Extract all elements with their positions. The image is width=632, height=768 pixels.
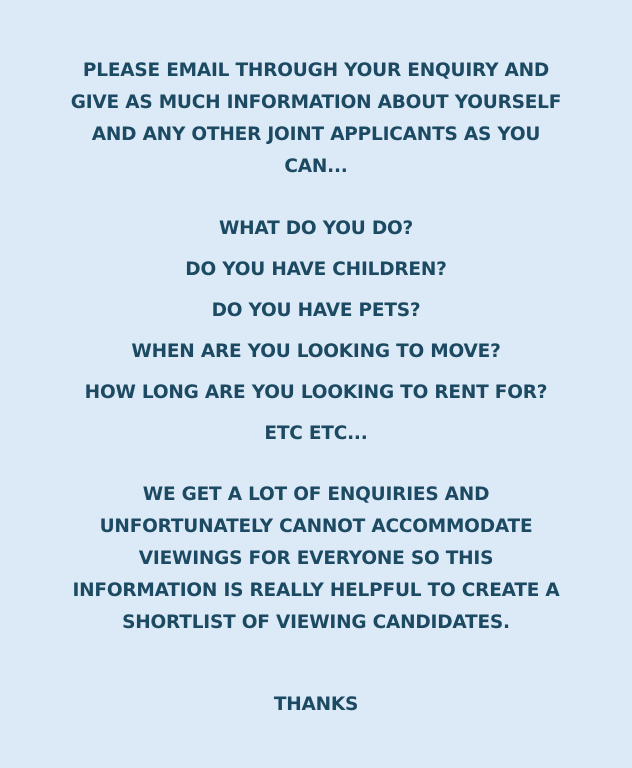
closing-paragraph xyxy=(46,479,586,639)
question-item: DO YOU HAVE CHILDREN? xyxy=(185,259,447,280)
intro-line: AND ANY OTHER JOINT APPLICANTS AS YOU xyxy=(91,124,541,145)
intro-line: GIVE AS MUCH INFORMATION ABOUT YOURSELF xyxy=(70,92,562,113)
closing-line: SHORTLIST OF VIEWING CANDIDATES. xyxy=(122,612,510,633)
question-item: WHAT DO YOU DO? xyxy=(218,218,414,239)
question-item: WHEN ARE YOU LOOKING TO MOVE? xyxy=(131,341,501,362)
intro-line: CAN... xyxy=(284,156,348,177)
intro-paragraph xyxy=(46,55,586,183)
intro-line: PLEASE EMAIL THROUGH YOUR ENQUIRY AND xyxy=(82,60,550,81)
closing-line: VIEWINGS FOR EVERYONE SO THIS xyxy=(138,548,494,569)
question-item: ETC ETC... xyxy=(264,423,368,444)
signoff-text: THANKS xyxy=(273,694,359,715)
question-list xyxy=(46,208,586,454)
closing-line: UNFORTUNATELY CANNOT ACCOMMODATE xyxy=(99,516,533,537)
closing-line: WE GET A LOT OF ENQUIRIES AND xyxy=(142,484,490,505)
closing-line: INFORMATION IS REALLY HELPFUL TO CREATE A xyxy=(72,580,560,601)
question-item: DO YOU HAVE PETS? xyxy=(211,300,421,321)
question-item: HOW LONG ARE YOU LOOKING TO RENT FOR? xyxy=(84,382,548,403)
